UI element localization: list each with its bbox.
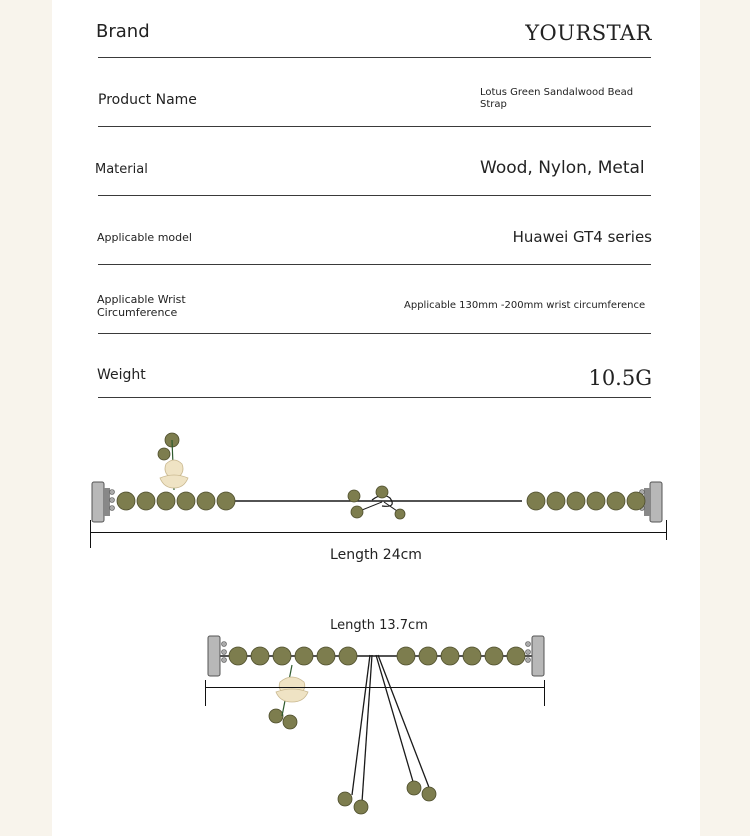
- dimension-tick: [205, 680, 206, 706]
- spec-divider: [98, 195, 651, 196]
- spec-value-material: Wood, Nylon, Metal: [480, 158, 645, 178]
- spec-value-model: Huawei GT4 series: [512, 228, 652, 246]
- strap-full-illustration: [52, 420, 700, 560]
- spec-label-material: Material: [95, 162, 148, 177]
- spec-label-brand: Brand: [96, 21, 150, 42]
- spec-label-product-name: Product Name: [98, 92, 197, 108]
- spec-value-product-name: Lotus Green Sandalwood Bead Strap: [480, 87, 634, 110]
- dimension-label-short: Length 13.7cm: [330, 618, 428, 633]
- spec-sheet: [52, 0, 700, 836]
- spec-divider: [98, 57, 651, 58]
- spec-label-weight: Weight: [97, 367, 146, 383]
- spec-label-wrist: Applicable Wrist Circumference: [97, 293, 186, 319]
- strap-short-illustration: [52, 630, 700, 830]
- dimension-tick: [666, 520, 667, 540]
- spec-value-brand: YOURSTAR: [525, 21, 652, 45]
- spec-value-weight: 10.5G: [588, 366, 652, 390]
- dimension-tick: [90, 520, 91, 548]
- spec-label-model: Applicable model: [97, 231, 192, 244]
- dimension-line-short: [205, 687, 544, 688]
- dimension-label-full: Length 24cm: [330, 547, 422, 563]
- spec-divider: [98, 264, 651, 265]
- dimension-line-full: [90, 532, 666, 533]
- dimension-tick: [544, 680, 545, 706]
- spec-divider: [98, 397, 651, 398]
- spec-divider: [98, 333, 651, 334]
- spec-value-wrist: Applicable 130mm -200mm wrist circumference: [404, 300, 646, 311]
- spec-divider: [98, 126, 651, 127]
